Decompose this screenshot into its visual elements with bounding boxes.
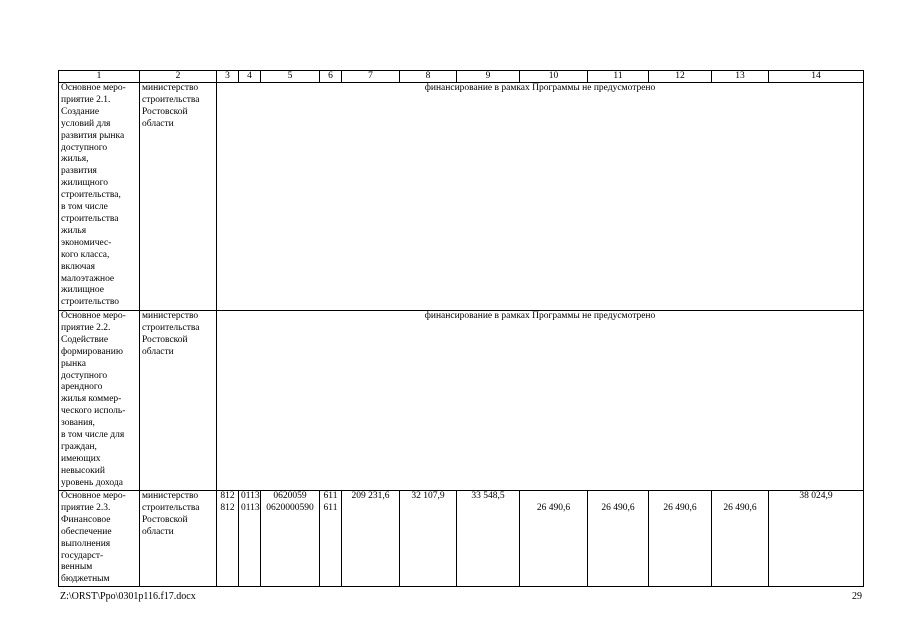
csr-cell — [261, 491, 320, 587]
page-number: 29 — [852, 591, 862, 602]
vr-cell — [320, 491, 342, 587]
budget-table — [58, 70, 864, 587]
value-cell: 32 107,9 — [400, 491, 457, 587]
rzpr-code: 0113 — [241, 502, 260, 513]
col-header: 3 — [217, 71, 239, 83]
no-funding-note: финансирование в рамках Программы не предусмотрено — [217, 83, 864, 311]
value-cell: 38 024,9 — [769, 491, 864, 587]
value-cell: 26 490,6 — [649, 491, 712, 587]
csr-code: 0620059 — [273, 491, 307, 501]
value-cell: 26 490,6 — [520, 491, 588, 587]
rzpr-cell — [239, 491, 261, 587]
value-cell: 33 548,5 — [457, 491, 520, 587]
table-row — [59, 83, 864, 311]
executor-cell: министерство строительства Ростовской области — [140, 83, 217, 311]
event-cell: Основное меро- приятие 2.2. Содействие формированию рынка доступного арендного жилья коммер- ческого исполь- зования, в том числе для граждан, имеющих невысокий уровень дохода — [59, 311, 140, 491]
col-header: 14 — [769, 71, 864, 83]
col-header: 12 — [649, 71, 712, 83]
vr-code: 611 — [323, 491, 338, 501]
col-header: 6 — [320, 71, 342, 83]
col-header: 8 — [400, 71, 457, 83]
rzpr-code: 0113 — [241, 491, 260, 501]
csr-code: 0620000590 — [266, 502, 314, 513]
col-header: 5 — [261, 71, 320, 83]
header-row — [59, 71, 864, 83]
col-header: 7 — [342, 71, 400, 83]
grbs-code: 812 — [220, 502, 235, 513]
value-cell: 209 231,6 — [342, 491, 400, 587]
grbs-cell — [217, 491, 239, 587]
col-header: 4 — [239, 71, 261, 83]
col-header: 9 — [457, 71, 520, 83]
table-row — [59, 311, 864, 491]
table-row — [59, 491, 864, 587]
no-funding-note: финансирование в рамках Программы не предусмотрено — [217, 311, 864, 491]
col-header: 2 — [140, 71, 217, 83]
value-cell: 26 490,6 — [588, 491, 649, 587]
executor-cell: министерство строительства Ростовской области — [140, 311, 217, 491]
col-header: 1 — [59, 71, 140, 83]
col-header: 10 — [520, 71, 588, 83]
executor-cell: министерство строительства Ростовской области — [140, 491, 217, 587]
col-header: 13 — [712, 71, 769, 83]
vr-code: 611 — [323, 502, 338, 513]
grbs-code: 812 — [220, 491, 235, 501]
file-path: Z:\ORST\Ppo\0301p116.f17.docx — [60, 591, 196, 602]
event-cell: Основное меро- приятие 2.3. Финансовое обеспечение выполнения государст- венным бюджетным — [59, 491, 140, 587]
col-header: 11 — [588, 71, 649, 83]
value-cell: 26 490,6 — [712, 491, 769, 587]
event-cell: Основное меро- приятие 2.1. Создание условий для развития рынка доступного жилья, развития жилищного строительства, в том числе строительства жилья экономичес- кого класса, включая малоэтажное жилищное строительство — [59, 83, 140, 311]
